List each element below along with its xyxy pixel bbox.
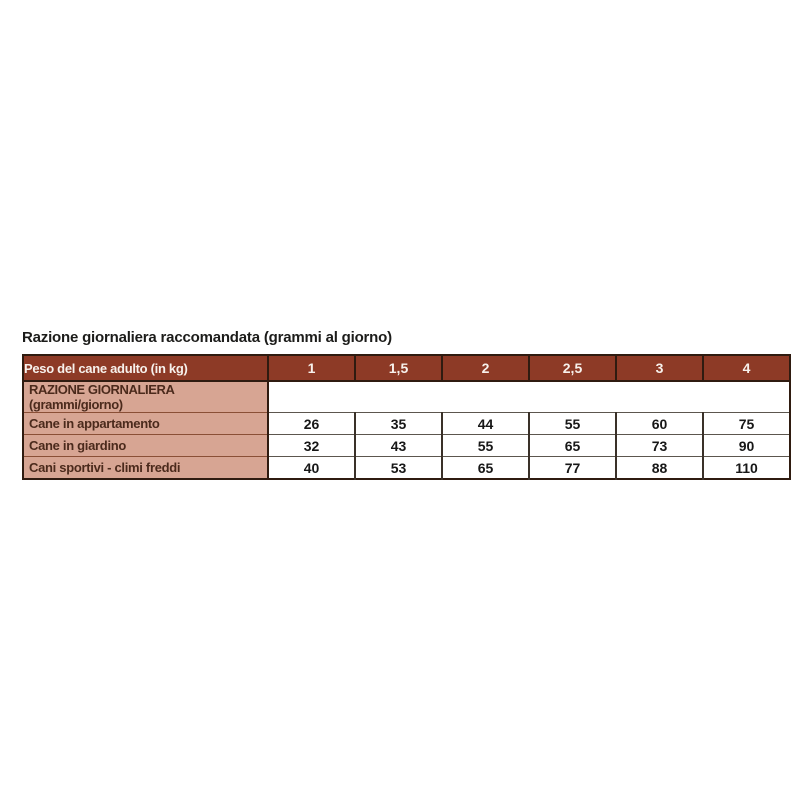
value-cell: 26 <box>268 413 355 435</box>
header-weight-4: 4 <box>703 355 790 381</box>
subheader-label: RAZIONE GIORNALIERA (grammi/giorno) <box>23 381 268 413</box>
subheader-row <box>23 381 790 413</box>
header-weight-2-5: 2,5 <box>529 355 616 381</box>
value-cell: 65 <box>442 457 529 480</box>
header-weight-1-5: 1,5 <box>355 355 442 381</box>
ration-table-block <box>22 329 788 480</box>
value-cell: 40 <box>268 457 355 480</box>
subheader-empty-cell <box>268 381 790 413</box>
table-header-row <box>23 355 790 381</box>
row-label-garden: Cane in giardino <box>23 435 268 457</box>
value-cell: 90 <box>703 435 790 457</box>
value-cell: 43 <box>355 435 442 457</box>
daily-ration-table <box>22 354 791 480</box>
table-row <box>23 413 790 435</box>
table-row <box>23 457 790 480</box>
value-cell: 44 <box>442 413 529 435</box>
value-cell: 88 <box>616 457 703 480</box>
table-title: Razione giornaliera raccomandata (grammi al giorno) <box>22 329 392 346</box>
value-cell: 55 <box>529 413 616 435</box>
table-row <box>23 435 790 457</box>
value-cell: 32 <box>268 435 355 457</box>
row-label-apartment: Cane in appartamento <box>23 413 268 435</box>
value-cell: 77 <box>529 457 616 480</box>
header-weight-label: Peso del cane adulto (in kg) <box>23 355 268 381</box>
value-cell: 75 <box>703 413 790 435</box>
value-cell: 60 <box>616 413 703 435</box>
value-cell: 35 <box>355 413 442 435</box>
value-cell: 110 <box>703 457 790 480</box>
value-cell: 65 <box>529 435 616 457</box>
header-weight-1: 1 <box>268 355 355 381</box>
value-cell: 53 <box>355 457 442 480</box>
value-cell: 55 <box>442 435 529 457</box>
value-cell: 73 <box>616 435 703 457</box>
row-label-sporting: Cani sportivi - climi freddi <box>23 457 268 480</box>
header-weight-3: 3 <box>616 355 703 381</box>
header-weight-2: 2 <box>442 355 529 381</box>
